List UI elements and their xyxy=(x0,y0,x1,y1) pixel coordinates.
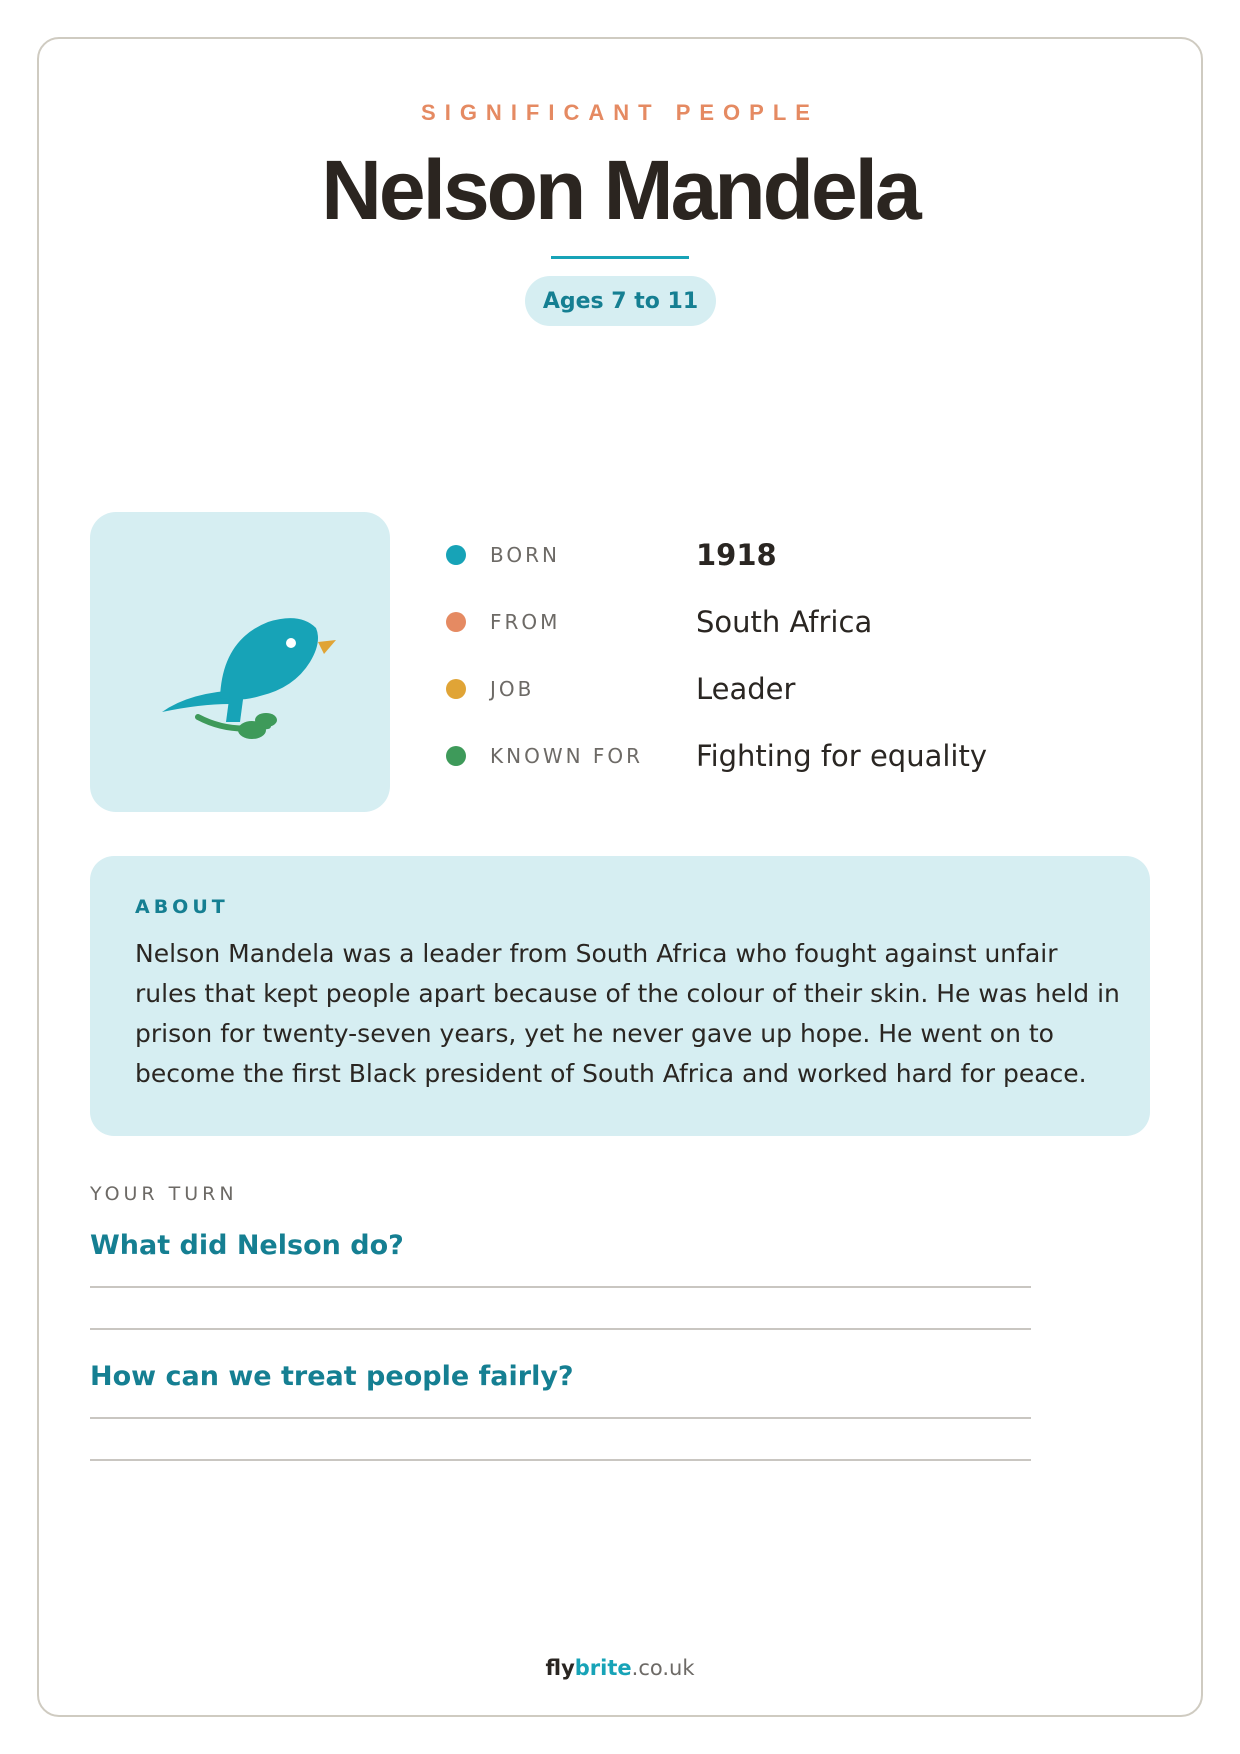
fact-value: Fighting for equality xyxy=(696,739,987,773)
from-dot-icon xyxy=(446,612,466,632)
fact-value: Leader xyxy=(696,672,796,706)
fact-row-born xyxy=(440,530,1200,580)
about-text: Nelson Mandela was a leader from South Africa who fought against unfair rules that kept people apart because of the colour of their skin. He was held in prison for twenty-seven years, yet he never gave up hope. He went on to become the first Black president of South Africa and worked hard for peace. xyxy=(135,939,1120,1088)
footer-brand xyxy=(0,1656,1240,1680)
answer-line[interactable] xyxy=(90,1328,1031,1330)
brand-domain: .co.uk xyxy=(631,1656,695,1680)
fact-value: 1918 xyxy=(696,538,777,572)
bird-icon xyxy=(90,512,390,812)
age-range-label: Ages 7 to 11 xyxy=(542,288,699,314)
brand-fly: fly xyxy=(545,1656,575,1680)
question-1: What did Nelson do? xyxy=(90,1230,404,1261)
answer-line[interactable] xyxy=(90,1286,1031,1288)
fact-row-from xyxy=(440,597,1200,647)
your-turn-heading: YOUR TURN xyxy=(90,1183,238,1205)
page-title: Nelson Mandela xyxy=(321,143,919,237)
bird-illustration-card xyxy=(90,512,390,812)
about-panel xyxy=(90,856,1150,1136)
born-dot-icon xyxy=(446,545,466,565)
fact-label: JOB xyxy=(490,677,535,701)
brand-brite: brite xyxy=(574,1656,632,1680)
about-heading: ABOUT xyxy=(135,896,229,918)
fact-row-job xyxy=(440,664,1200,714)
fact-label: FROM xyxy=(490,610,561,634)
answer-line[interactable] xyxy=(90,1417,1031,1419)
question-2: How can we treat people fairly? xyxy=(90,1361,574,1392)
known-for-dot-icon xyxy=(446,746,466,766)
title-divider xyxy=(551,256,689,259)
fact-value: South Africa xyxy=(696,605,873,639)
fact-label: BORN xyxy=(490,543,560,567)
answer-line[interactable] xyxy=(90,1459,1031,1461)
age-range-badge xyxy=(525,276,716,326)
eyebrow-label: SIGNIFICANT PEOPLE xyxy=(421,100,819,125)
fact-label: KNOWN FOR xyxy=(490,744,644,768)
job-dot-icon xyxy=(446,679,466,699)
fact-row-known-for xyxy=(440,731,1200,781)
